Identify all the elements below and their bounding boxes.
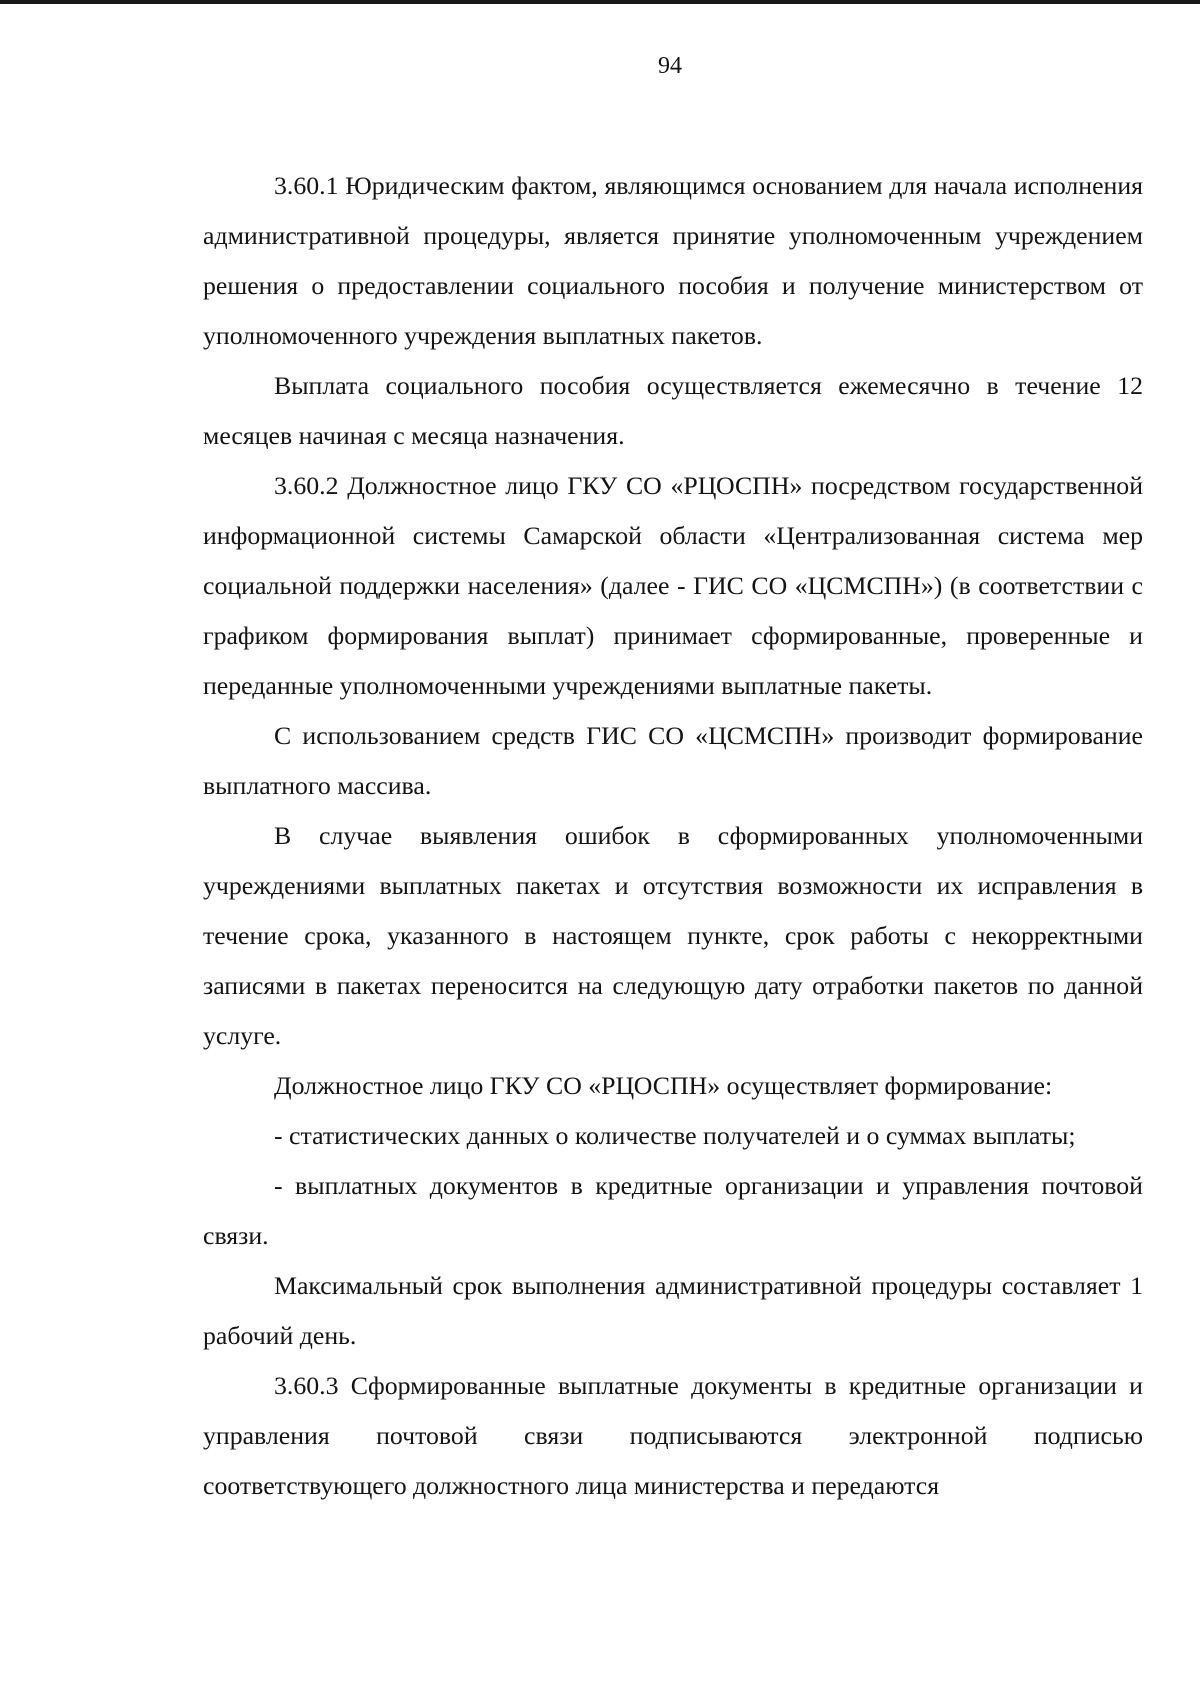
document-body — [203, 161, 1143, 1511]
scan-top-border — [0, 0, 1200, 4]
paragraph-3-60-1: 3.60.1 Юридическим фактом, являющимся основанием для начала исполнения административной процедуры, является принятие уполномоченным учреждением решения о предоставлении социального пособия и получение министерством от уполномоченного учреждения выплатных пакетов. — [203, 171, 1143, 350]
paragraph-3-60-2: 3.60.2 Должностное лицо ГКУ СО «РЦОСПН» посредством государственной информационной системы Самарской области «Централизованная система мер социальной поддержки населения» (далее - ГИС СО «ЦСМСПН») (в соответствии с графиком формирования выплат) принимает сформированные, проверенные и переданные уполномоченными учреждениями выплатные пакеты. — [203, 471, 1143, 700]
page-number: 94 — [658, 53, 682, 79]
paragraph-max-duration: Максимальный срок выполнения административной процедуры составляет 1 рабочий день. — [203, 1271, 1143, 1350]
paragraph-payment-schedule: Выплата социального пособия осуществляется ежемесячно в течение 12 месяцев начиная с месяца назначения. — [203, 371, 1143, 450]
paragraph-3-60-3: 3.60.3 Сформированные выплатные документы в кредитные организации и управления почтовой связи подписываются электронной подписью соответствующего должностного лица министерства и передаются — [203, 1371, 1143, 1500]
list-item-statistics: - статистических данных о количестве получателей и о суммах выплаты; — [274, 1121, 1076, 1150]
paragraph-official-forms: Должностное лицо ГКУ СО «РЦОСПН» осуществляет формирование: — [274, 1071, 1053, 1100]
list-item-payment-documents: - выплатных документов в кредитные организации и управления почтовой связи. — [203, 1171, 1143, 1250]
paragraph-payment-array: С использованием средств ГИС СО «ЦСМСПН» производит формирование выплатного массива. — [203, 721, 1143, 800]
paragraph-error-handling: В случае выявления ошибок в сформированных уполномоченными учреждениями выплатных пакетах и отсутствия возможности их исправления в течение срока, указанного в настоящем пункте, срок работы с некорректными записями в пакетах переносится на следующую дату отработки пакетов по данной услуге. — [203, 821, 1143, 1050]
